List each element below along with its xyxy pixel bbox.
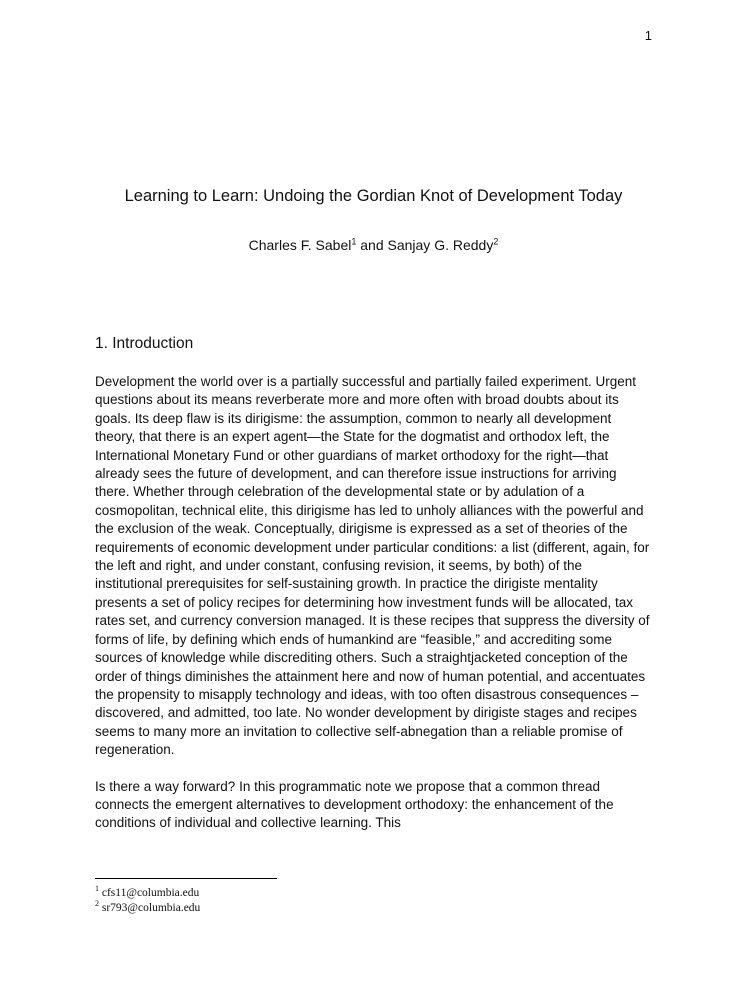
page-number: 1 bbox=[644, 28, 652, 43]
author-1-footnote-ref: 1 bbox=[351, 236, 357, 247]
footnote-separator-rule bbox=[95, 878, 277, 879]
footnotes-block bbox=[95, 878, 655, 916]
footnote-1 bbox=[95, 886, 655, 901]
author-1-name: Charles F. Sabel bbox=[248, 237, 352, 253]
author-2-footnote-ref: 2 bbox=[493, 236, 499, 247]
footnote-1-marker: 1 bbox=[95, 884, 99, 894]
section-heading-introduction: 1. Introduction bbox=[95, 335, 194, 352]
author-2-name: Sanjay G. Reddy bbox=[387, 237, 494, 253]
authors-line bbox=[95, 236, 652, 254]
authors-separator: and bbox=[356, 237, 388, 253]
footnote-2-text: sr793@columbia.edu bbox=[101, 902, 201, 914]
paper-title: Learning to Learn: Undoing the Gordian Knot of Development Today bbox=[124, 187, 623, 205]
footnote-1-text: cfs11@columbia.edu bbox=[101, 887, 200, 899]
body-paragraph-2: Is there a way forward? In this programmatic note we propose that a common thread connects the emergent alternatives to development orthodoxy: the enhancement of the conditions of individual and collective learning. This bbox=[95, 778, 614, 831]
footnote-2 bbox=[95, 901, 655, 916]
footnote-2-marker: 2 bbox=[95, 899, 99, 909]
body-paragraph-1: Development the world over is a partially successful and partially failed experiment. Urgent questions about its means reverberate more and more often with broad doubts about its goals. Its deep flaw is its dirigisme: the assumption, common to nearly all development theory, that there is an expert agent—the State for the dogmatist and orthodox left, the International Monetary Fund or other guardians of market orthodoxy for the right—that already sees the future of development, and can therefore issue instructions for arriving there. Whether through celebration of the developmental state or by adulation of a cosmopolitan, technical elite, this dirigisme has led to unholy alliances with the powerful and the exclusion of the weak. Conceptually, dirigisme is expressed as a set of theories of the requirements of economic development under particular conditions: a list (different, again, for the left and right, and under constant, confusing revision, it seems, by both) of the institutional prerequisites for self-sustaining growth. In practice the dirigiste mentality presents a set of policy recipes for determining how investment funds will be allocated, tax rates set, and currency conversion managed. It is these recipes that suppress the diversity of forms of life, by defining which ends of humankind are “feasible,” and accrediting some sources of knowledge while discrediting others. Such a straightjacketed conception of the order of things diminishes the attainment here and now of human potential, and accentuates the propensity to misapply technology and ideas, with too often disastrous consequences – discovered, and admitted, too late. No wonder development by dirigiste stages and recipes seems to many more an invitation to collective self-abnegation than a reliable promise of regeneration. bbox=[95, 374, 650, 758]
